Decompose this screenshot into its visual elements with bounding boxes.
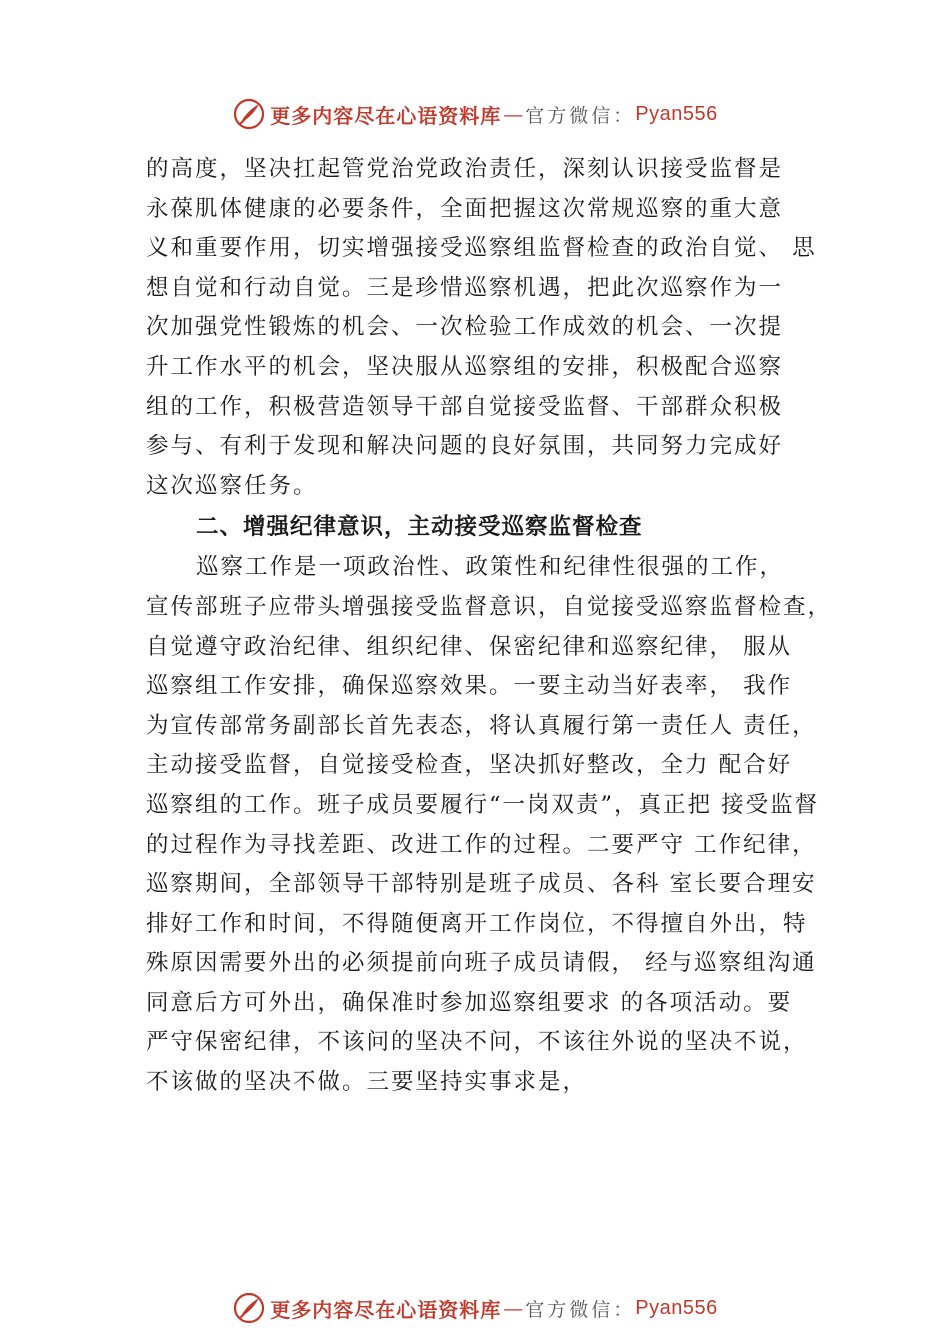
- paragraph-2-line: 自觉遵守政治纪律、组织纪律、保密纪律和巡察纪律， 服从: [146, 633, 793, 660]
- banner-official-label: 官方微信：: [525, 1298, 636, 1321]
- banner-dash: —: [503, 102, 524, 126]
- paragraph-1-line: 的高度，坚决扛起管党治党政治责任，深刻认识接受监督是: [146, 156, 784, 182]
- paragraph-1-line: 组的工作，积极营造领导干部自觉接受监督、干部群众积极: [146, 393, 784, 420]
- paragraph-2-line: 严守保密纪律，不该问的坚决不问，不该往外说的坚决不说，: [146, 1029, 808, 1056]
- paragraph-2-line: 同意后方可外出，确保准时参加巡察组要求 的各项活动。要: [146, 989, 793, 1016]
- paragraph-2-line: 巡察组的工作。班子成员要履行“一岗双责”，真正把 接受监督: [146, 791, 820, 818]
- document-body: [146, 150, 846, 1103]
- paragraph-2-line: 宣传部班子应带头增强接受监督意识，自觉接受巡察监督检查，: [146, 593, 833, 620]
- banner-brand-text: 更多内容尽在心语资料库: [270, 103, 502, 128]
- quill-logo-icon: [232, 1291, 266, 1325]
- paragraph-2-line: 巡察工作是一项政治性、政策性和纪律性很强的工作，: [196, 554, 785, 581]
- section-heading-2: 二、增强纪律意识，主动接受巡察监督检查: [196, 514, 643, 541]
- paragraph-2-line: 主动接受监督，自觉接受检查，坚决抓好整改，全力 配合好: [146, 752, 793, 779]
- footer-watermark-banner: [0, 1288, 950, 1328]
- paragraph-1-line: 升工作水平的机会，坚决服从巡察组的安排，积极配合巡察: [146, 353, 784, 380]
- paragraph-2-line: 的过程作为寻找差距、改进工作的过程。二要严守 工作纪律，: [146, 831, 817, 858]
- paragraph-1-line: 义和重要作用，切实增强接受巡察组监督检查的政治自觉、 思: [146, 235, 817, 262]
- paragraph-2-line: 不该做的坚决不做。三要坚持实事求是，: [146, 1069, 588, 1096]
- paragraph-2-line: 巡察期间，全部领导干部特别是班子成员、各科 室长要合理安: [146, 871, 817, 898]
- paragraph-2-line: 排好工作和时间，不得随便离开工作岗位，不得擅自外出，特: [146, 910, 808, 937]
- paragraph-1-line: 次加强党性锻炼的机会、一次检验工作成效的机会、一次提: [146, 314, 784, 341]
- banner-wechat-id: Pyan556: [635, 102, 718, 125]
- banner-wechat-id: Pyan556: [635, 1296, 718, 1319]
- banner-brand-text: 更多内容尽在心语资料库: [270, 1297, 502, 1322]
- paragraph-1-line: 这次巡察任务。: [146, 472, 318, 499]
- paragraph-1-line: 参与、有利于发现和解决问题的良好氛围，共同努力完成好: [146, 433, 784, 460]
- paragraph-1-line: 想自觉和行动自觉。三是珍惜巡察机遇，把此次巡察作为一: [146, 274, 784, 301]
- paragraph-2-line: 为宣传部常务副部长首先表态，将认真履行第一责任人 责任，: [146, 712, 817, 739]
- banner-official-label: 官方微信：: [525, 104, 636, 127]
- banner-dash: —: [503, 1296, 524, 1320]
- paragraph-2-line: 巡察组工作安排，确保巡察效果。一要主动当好表率， 我作: [146, 673, 793, 700]
- paragraph-1-line: 永葆肌体健康的必要条件，全面把握这次常规巡察的重大意: [146, 195, 784, 222]
- header-watermark-banner: [0, 94, 950, 134]
- quill-logo-icon: [232, 97, 266, 131]
- paragraph-2-line: 殊原因需要外出的必须提前向班子成员请假， 经与巡察组沟通: [146, 950, 817, 977]
